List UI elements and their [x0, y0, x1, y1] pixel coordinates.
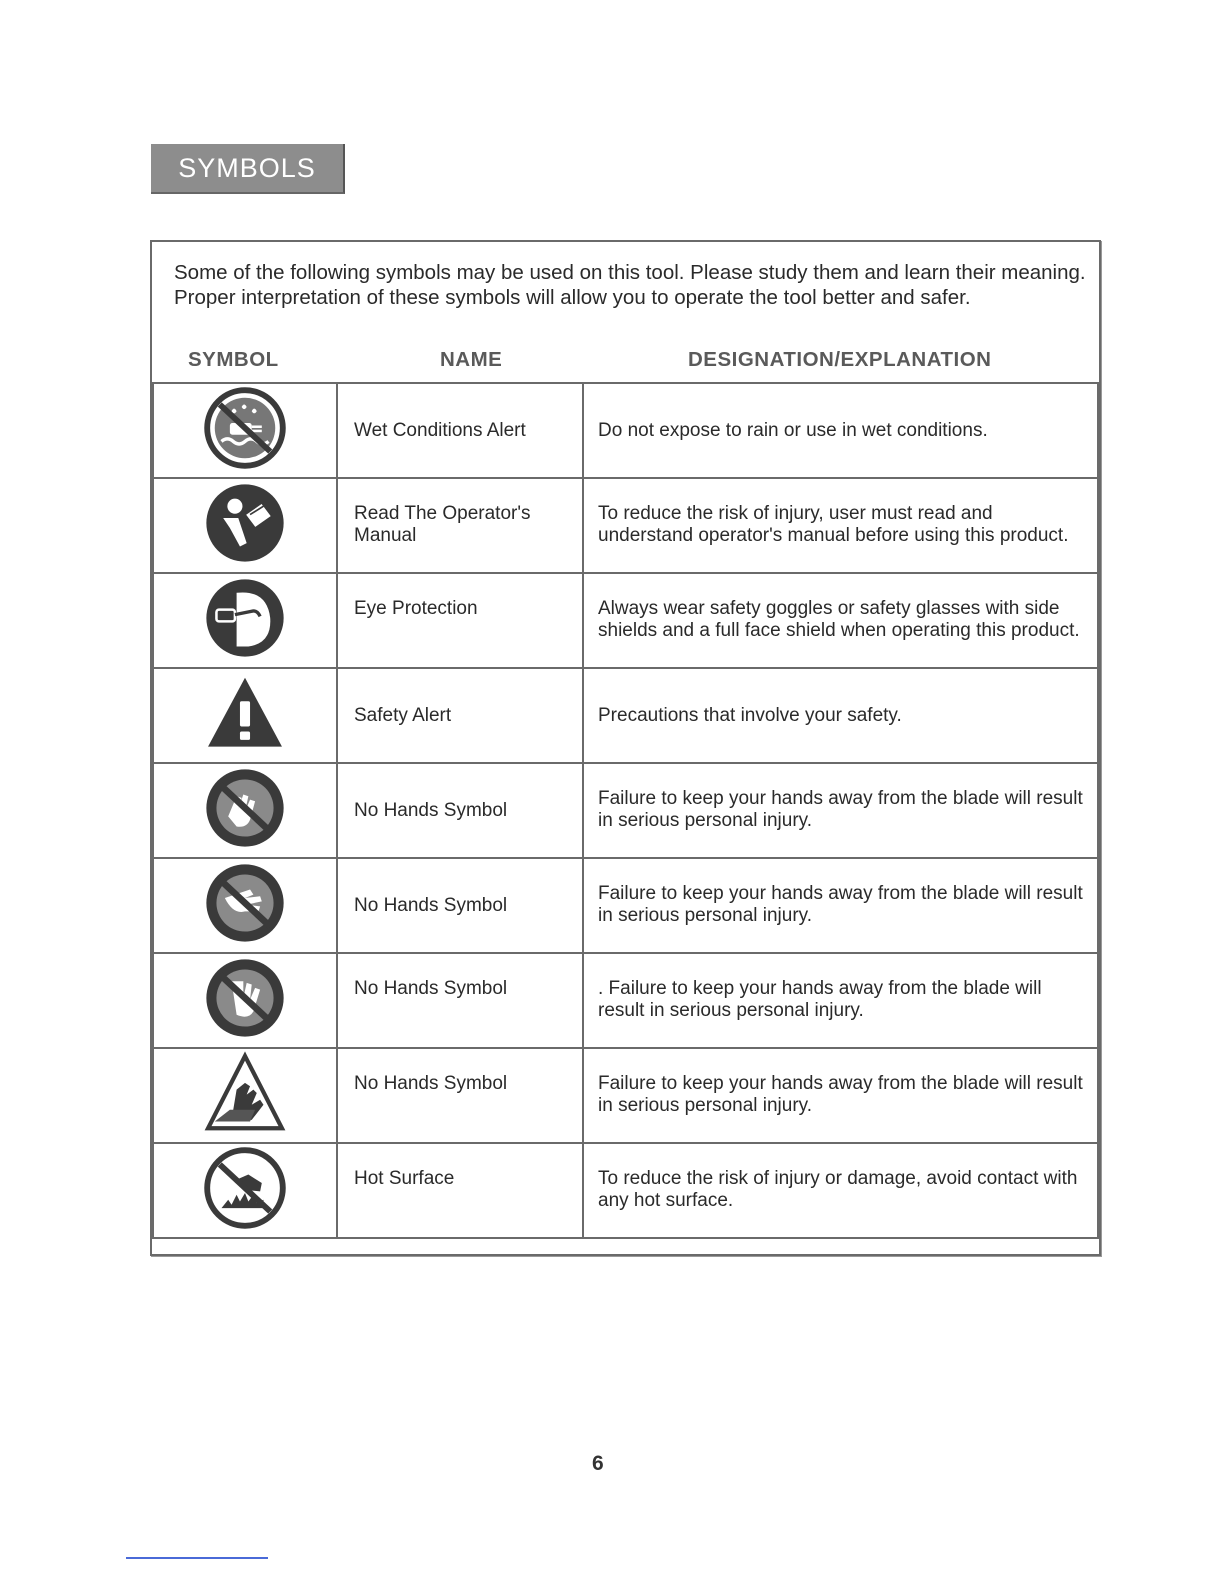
row-designation: Failure to keep your hands away from the blade will result in serious personal injury.	[598, 1073, 1083, 1116]
designation-cell	[583, 1048, 1098, 1143]
row-designation: Always wear safety goggles or safety glasses with side shields and a full face shield when operating this product.	[598, 598, 1080, 641]
column-header-designation: DESIGNATION/EXPLANATION	[688, 348, 992, 371]
row-name: No Hands Symbol	[354, 978, 508, 999]
designation-cell	[583, 763, 1098, 858]
row-designation: Do not expose to rain or use in wet conditions.	[598, 420, 988, 441]
footer-rule	[126, 1557, 268, 1559]
row-name: Hot Surface	[354, 1168, 455, 1189]
name-cell	[337, 1048, 583, 1143]
symbol-cell	[153, 573, 337, 668]
designation-cell	[583, 668, 1098, 763]
read-manual-icon	[203, 481, 287, 565]
name-cell	[337, 383, 583, 478]
row-designation: To reduce the risk of injury or damage, avoid contact with any hot surface.	[598, 1168, 1078, 1211]
symbol-cell	[153, 1048, 337, 1143]
row-designation: Precautions that involve your safety.	[598, 705, 902, 726]
symbol-cell	[153, 763, 337, 858]
table-row	[153, 1048, 1098, 1143]
symbol-cell	[153, 383, 337, 478]
row-name: No Hands Symbol	[354, 1073, 508, 1094]
no-hands-icon	[203, 766, 287, 850]
table-row	[153, 763, 1098, 858]
row-designation: Failure to keep your hands away from the blade will result in serious personal injury.	[598, 883, 1083, 926]
name-cell	[337, 668, 583, 763]
column-header-name: NAME	[440, 348, 503, 371]
name-cell	[337, 953, 583, 1048]
table-row	[153, 953, 1098, 1048]
name-cell	[337, 858, 583, 953]
symbol-cell	[153, 858, 337, 953]
symbols-frame	[150, 240, 1101, 1256]
designation-cell	[583, 1143, 1098, 1238]
wet-conditions-icon	[203, 386, 287, 470]
column-header-symbol: SYMBOL	[188, 348, 279, 371]
safety-alert-icon	[203, 671, 287, 755]
row-name: Safety Alert	[354, 705, 452, 726]
designation-cell	[583, 573, 1098, 668]
table-row	[153, 383, 1098, 478]
row-name: No Hands Symbol	[354, 895, 508, 916]
row-designation: . Failure to keep your hands away from the blade will result in serious personal injury.	[598, 978, 1042, 1021]
page-number: 6	[592, 1452, 604, 1475]
row-name: Read The Operator's Manual	[354, 503, 531, 546]
designation-cell	[583, 478, 1098, 573]
name-cell	[337, 573, 583, 668]
symbol-cell	[153, 1143, 337, 1238]
row-designation: Failure to keep your hands away from the blade will result in serious personal injury.	[598, 788, 1083, 831]
eye-protection-icon	[203, 576, 287, 660]
name-cell	[337, 478, 583, 573]
row-name: No Hands Symbol	[354, 800, 508, 821]
intro-text: Some of the following symbols may be used on this tool. Please study them and learn their meaning. Proper interpretation of these symbols will allow you to operate the tool better and safer.	[174, 261, 1086, 309]
designation-cell	[583, 383, 1098, 478]
no-hands-icon	[203, 861, 287, 945]
table-row	[153, 573, 1098, 668]
name-cell	[337, 1143, 583, 1238]
symbol-cell	[153, 478, 337, 573]
name-cell	[337, 763, 583, 858]
row-name: Eye Protection	[354, 598, 478, 619]
row-name: Wet Conditions Alert	[354, 420, 526, 441]
table-row	[153, 858, 1098, 953]
hand-warning-icon	[203, 1051, 287, 1135]
symbol-cell	[153, 953, 337, 1048]
table-row	[153, 478, 1098, 573]
table-row	[153, 1143, 1098, 1238]
symbols-table	[152, 382, 1099, 1239]
designation-cell	[583, 858, 1098, 953]
designation-cell	[583, 953, 1098, 1048]
table-row	[153, 668, 1098, 763]
section-title: SYMBOLS	[151, 144, 345, 194]
no-hands-icon	[203, 956, 287, 1040]
hot-surface-icon	[203, 1146, 287, 1230]
symbol-cell	[153, 668, 337, 763]
row-designation: To reduce the risk of injury, user must read and understand operator's manual before using this product.	[598, 503, 1069, 546]
